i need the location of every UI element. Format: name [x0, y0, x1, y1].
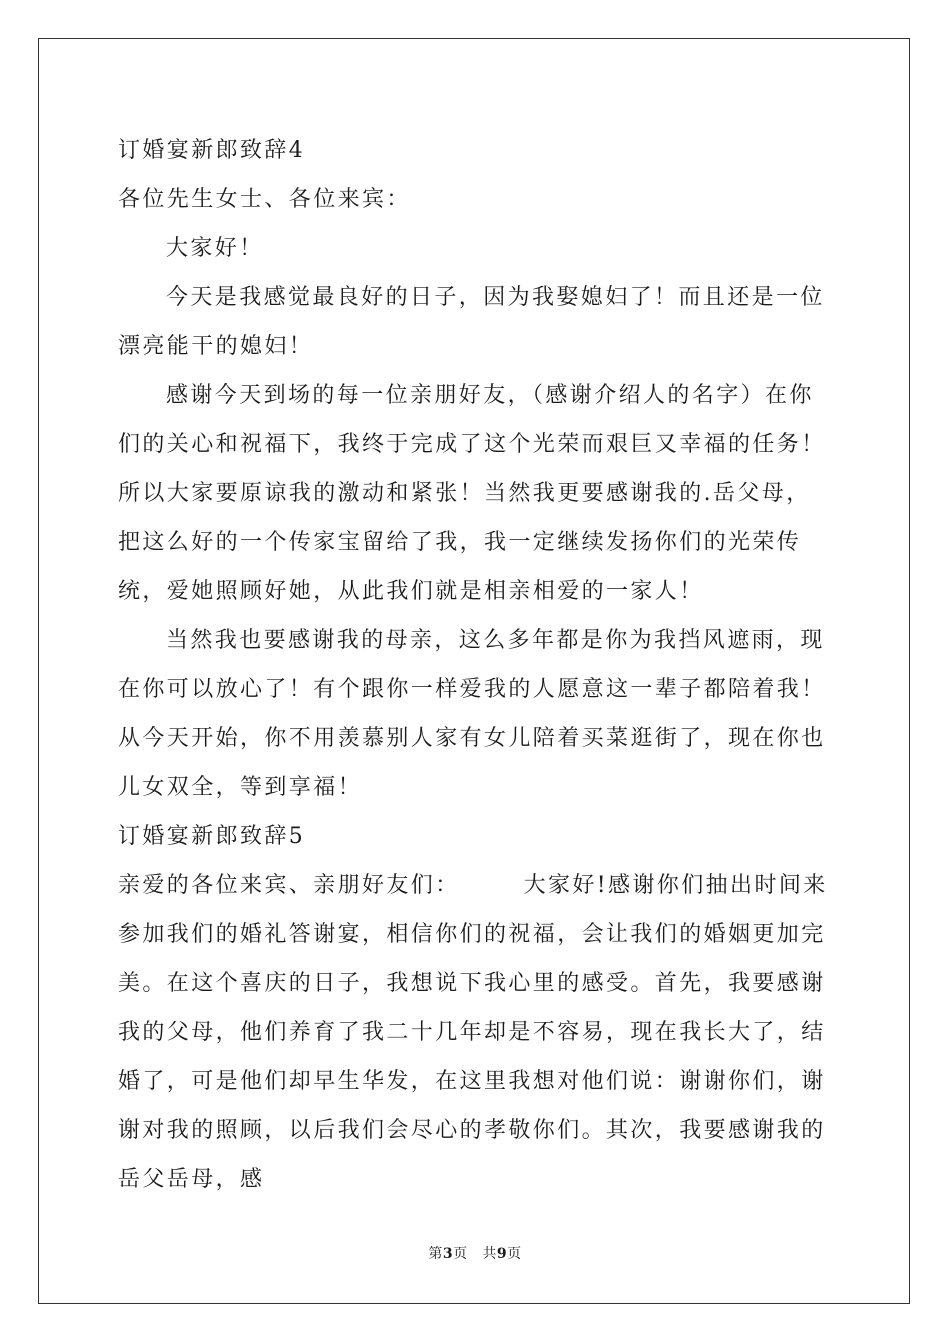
- paragraph-text: 大家好!感谢你们抽出时间来参加我们的婚礼答谢宴，相信你们的祝福，会让我们的婚姻更加完美。在这个喜庆的日子，我想说下我心里的感受。首先，我要感谢我的父母，他们养育了我二十几年却是不容易，现在我长大了，结婚了，可是他们却早生华发，在这里我想对他们说：谢谢你们，谢谢对我的照顾，以后我们会尽心的孝敬你们。其次，我要感谢我的岳父岳母，感: [118, 873, 828, 1192]
- total-label-prefix: 共: [482, 1246, 497, 1262]
- greeting: 大家好！: [166, 236, 264, 261]
- paragraph: [118, 861, 834, 1204]
- paragraph: 今天是我感觉最良好的日子，因为我娶媳妇了！而且还是一位漂亮能干的媳妇！: [118, 285, 825, 359]
- section-heading-5: 订婚宴新郎致辞5: [118, 824, 306, 849]
- page-footer: [0, 1244, 950, 1264]
- current-page-number: 3: [442, 1246, 454, 1262]
- paragraph: 当然我也要感谢我的母亲，这么多年都是你为我挡风遮雨，现在你可以放心了！有个跟你一样爱我的人愿意这一辈子都陪着我！从今天开始，你不用羡慕别人家有女儿陪着买菜逛街了，现在你也儿女双全，等到享福！: [118, 628, 826, 800]
- salutation: 亲爱的各位来宾、亲朋好友们：: [118, 873, 460, 898]
- document-body: [118, 126, 834, 1204]
- paragraph: 感谢今天到场的每一位亲朋好友，（感谢介绍人的名字）在你们的关心和祝福下，我终于完成了这个光荣而艰巨又幸福的任务！所以大家要原谅我的激动和紧张！当然我更要感谢我的.岳父母，把这么好的一个传家宝留给了我，我一定继续发扬你们的光荣传统，爱她照顾好她，从此我们就是相亲相爱的一家人！: [118, 383, 826, 604]
- page-label-suffix: 页: [453, 1246, 468, 1262]
- total-label-suffix: 页: [507, 1246, 522, 1262]
- section-heading-4: 订婚宴新郎致辞4: [118, 138, 306, 163]
- total-page-number: 9: [496, 1246, 508, 1262]
- page-label-prefix: 第: [428, 1246, 443, 1262]
- salutation: 各位先生女士、各位来宾：: [118, 187, 411, 212]
